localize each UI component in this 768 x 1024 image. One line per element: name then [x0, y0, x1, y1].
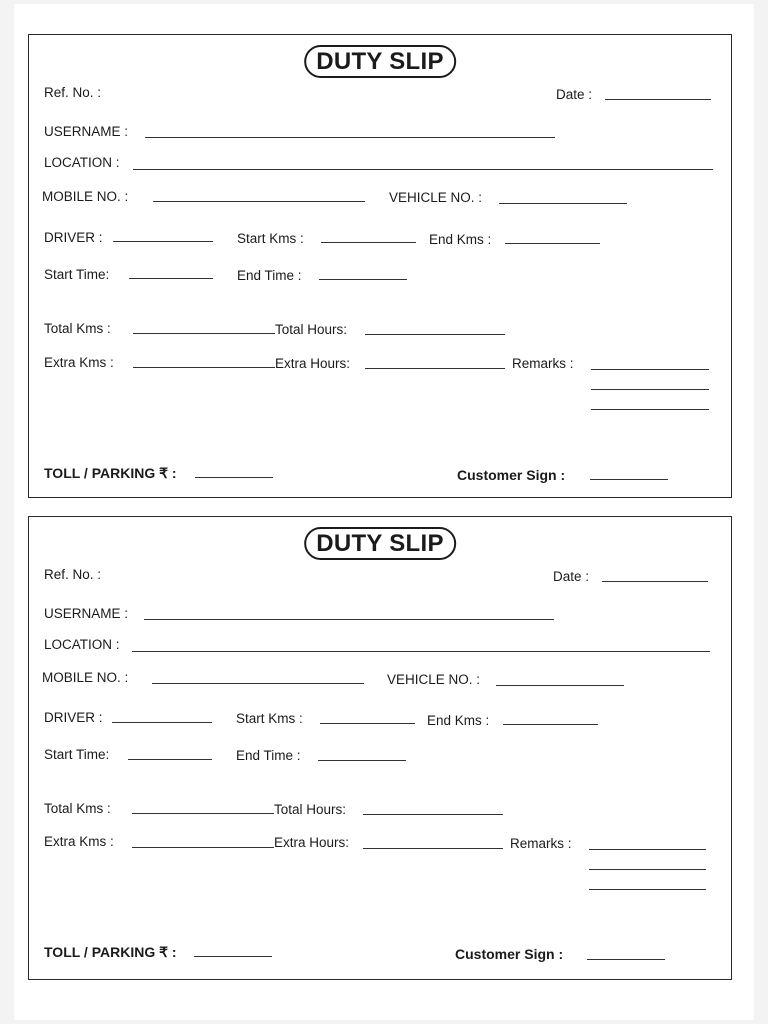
toll-parking-line[interactable] [195, 477, 273, 478]
remarks-line-2[interactable] [589, 869, 706, 870]
start-kms-label: Start Kms : [237, 231, 304, 246]
extra-kms-line[interactable] [133, 367, 275, 368]
location-label: LOCATION : [44, 637, 120, 652]
total-hours-line[interactable] [365, 334, 505, 335]
vehicle-no-label: VEHICLE NO. : [387, 672, 481, 687]
extra-hours-label: Extra Hours: [275, 356, 351, 371]
start-kms-line[interactable] [320, 723, 415, 724]
remarks-line-1[interactable] [591, 369, 709, 370]
slip-title: DUTY SLIP [304, 45, 456, 78]
toll-parking-label: TOLL / PARKING ₹ : [44, 465, 177, 481]
username-line[interactable] [144, 619, 554, 620]
username-label: USERNAME : [44, 124, 129, 139]
extra-hours-label: Extra Hours: [274, 835, 350, 850]
extra-hours-line[interactable] [365, 368, 505, 369]
total-kms-line[interactable] [132, 813, 274, 814]
customer-sign-line[interactable] [590, 479, 668, 480]
total-kms-line[interactable] [133, 333, 275, 334]
extra-kms-label: Extra Kms : [44, 355, 114, 370]
total-hours-label: Total Hours: [274, 802, 347, 817]
location-line[interactable] [132, 651, 710, 652]
customer-sign-label: Customer Sign : [457, 467, 566, 483]
vehicle-no-label: VEHICLE NO. : [389, 190, 483, 205]
extra-kms-label: Extra Kms : [44, 834, 114, 849]
remarks-label: Remarks : [512, 356, 574, 371]
start-kms-label: Start Kms : [236, 711, 303, 726]
customer-sign-label: Customer Sign : [455, 946, 564, 962]
driver-line[interactable] [112, 722, 212, 723]
total-hours-label: Total Hours: [275, 322, 348, 337]
remarks-label: Remarks : [510, 836, 572, 851]
toll-parking-label: TOLL / PARKING ₹ : [44, 944, 177, 960]
end-time-label: End Time : [237, 268, 302, 283]
start-time-line[interactable] [129, 278, 213, 279]
remarks-line-1[interactable] [589, 849, 706, 850]
total-kms-label: Total Kms : [44, 801, 111, 816]
end-time-line[interactable] [318, 760, 406, 761]
mobile-no-label: MOBILE NO. : [42, 670, 129, 685]
location-label: LOCATION : [44, 155, 120, 170]
duty-slip-top [28, 34, 732, 498]
end-kms-line[interactable] [503, 724, 598, 725]
total-hours-line[interactable] [363, 814, 503, 815]
date-label: Date : [556, 87, 593, 102]
mobile-no-line[interactable] [152, 683, 364, 684]
driver-label: DRIVER : [44, 710, 103, 725]
date-line[interactable] [605, 99, 711, 100]
end-time-line[interactable] [319, 279, 407, 280]
start-time-line[interactable] [128, 759, 212, 760]
toll-parking-line[interactable] [194, 956, 272, 957]
date-label: Date : [553, 569, 590, 584]
extra-kms-line[interactable] [132, 847, 274, 848]
extra-hours-line[interactable] [363, 848, 503, 849]
location-line[interactable] [133, 169, 713, 170]
date-line[interactable] [602, 581, 708, 582]
username-line[interactable] [145, 137, 555, 138]
total-kms-label: Total Kms : [44, 321, 111, 336]
customer-sign-line[interactable] [587, 959, 665, 960]
ref-no-label: Ref. No. : [44, 567, 102, 582]
duty-slip-bottom [28, 516, 732, 980]
end-kms-line[interactable] [505, 243, 600, 244]
vehicle-no-line[interactable] [496, 685, 624, 686]
start-time-label: Start Time: [44, 747, 110, 762]
end-time-label: End Time : [236, 748, 301, 763]
remarks-line-2[interactable] [591, 389, 709, 390]
end-kms-label: End Kms : [427, 713, 490, 728]
username-label: USERNAME : [44, 606, 129, 621]
start-time-label: Start Time: [44, 267, 110, 282]
driver-label: DRIVER : [44, 230, 103, 245]
remarks-line-3[interactable] [591, 409, 709, 410]
slip-title: DUTY SLIP [304, 527, 456, 560]
end-kms-label: End Kms : [429, 232, 492, 247]
mobile-no-line[interactable] [153, 201, 365, 202]
start-kms-line[interactable] [321, 242, 416, 243]
driver-line[interactable] [113, 241, 213, 242]
remarks-line-3[interactable] [589, 889, 706, 890]
ref-no-label: Ref. No. : [44, 85, 102, 100]
vehicle-no-line[interactable] [499, 203, 627, 204]
mobile-no-label: MOBILE NO. : [42, 189, 129, 204]
